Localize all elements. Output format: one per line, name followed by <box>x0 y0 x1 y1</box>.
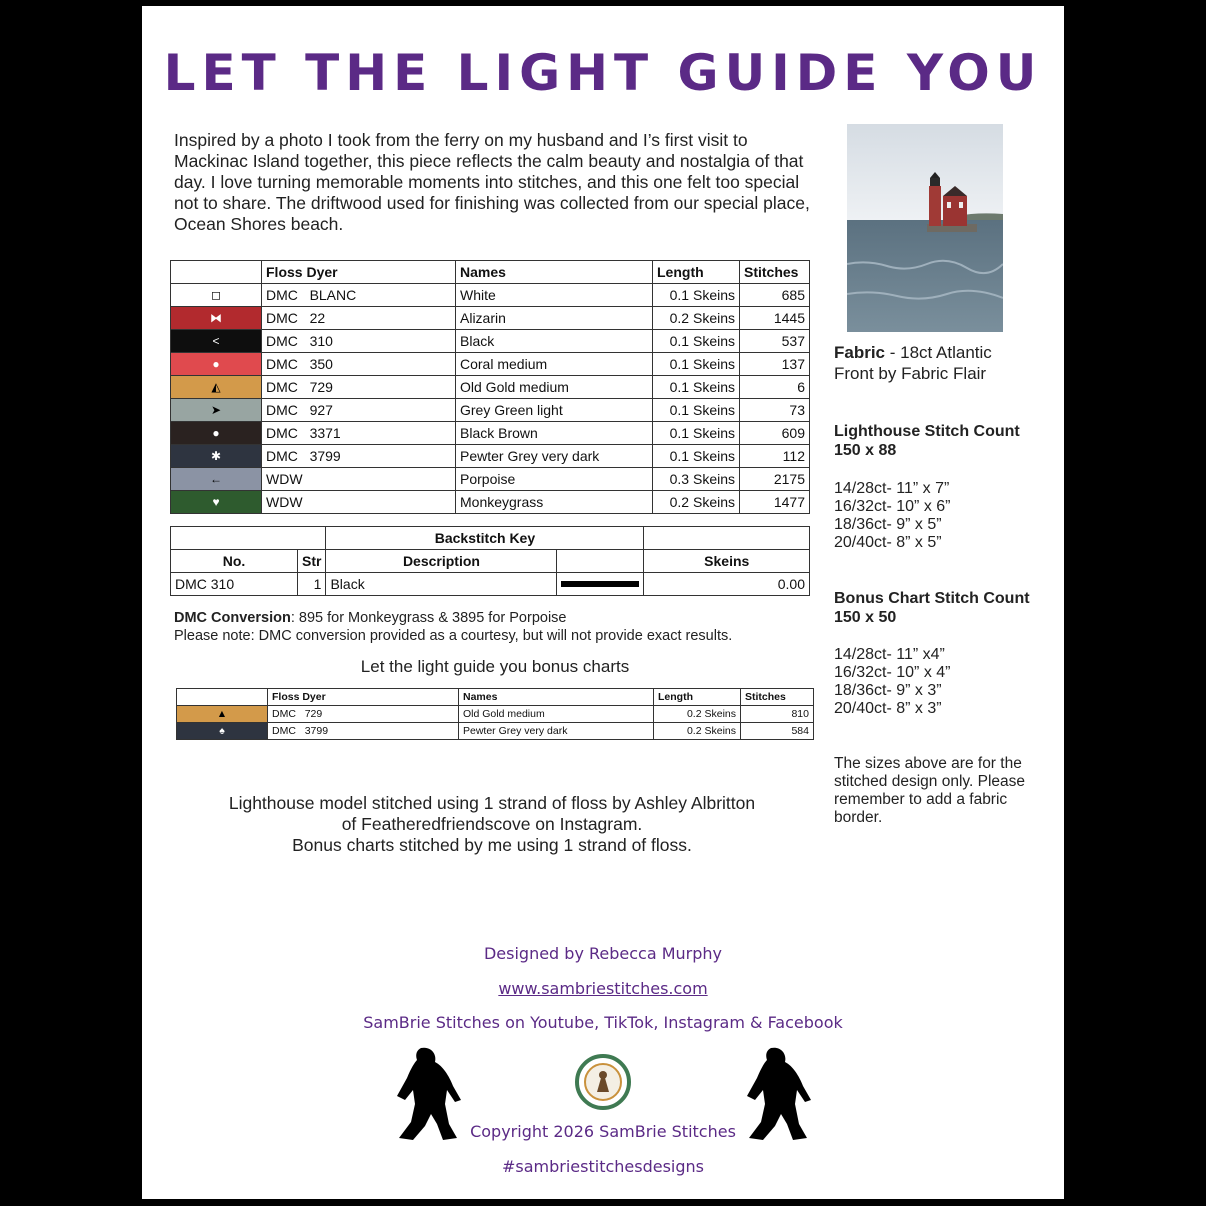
backstitch-table <box>170 526 810 596</box>
symbol-header <box>171 261 262 284</box>
floss-length: 0.1 Skeins <box>653 422 740 445</box>
bs-blank-right <box>644 527 810 550</box>
floss-dyer-cell <box>262 284 456 307</box>
floss-dyer-cell <box>262 468 456 491</box>
floss-dyer-cell <box>262 376 456 399</box>
lighthouse-count-value: 150 x 88 <box>834 442 897 459</box>
floss-length: 0.1 Skeins <box>653 445 740 468</box>
length-header: Length <box>653 261 740 284</box>
bonus-stitch-count <box>834 589 1030 627</box>
floss-stitches: 2175 <box>740 468 810 491</box>
floss-name: White <box>456 284 653 307</box>
floss-code: 927 <box>309 402 333 418</box>
fabric-text: - 18ct Atlantic Front by Fabric Flair <box>834 343 992 383</box>
floss-length: 0.2 Skeins <box>654 706 741 723</box>
floss-brand: DMC <box>272 725 296 737</box>
floss-symbol-icon: ● <box>212 357 220 371</box>
intro-paragraph: Inspired by a photo I took from the ferry on my husband and I’s first visit to Mackinac Island together, this piece reflects the calm beauty and nostalgia of that day. I love turning memorable moments into stitches, and this one felt too special not to share. The driftwood used for finishing was collected from our special place, Ocean Shores beach. <box>174 130 810 234</box>
floss-dyer-cell <box>262 491 456 514</box>
floss-stitches: 73 <box>740 399 810 422</box>
pattern-page <box>142 6 1064 1199</box>
floss-stitches: 137 <box>740 353 810 376</box>
floss-brand: DMC <box>266 310 298 326</box>
floss-table-body <box>171 284 810 514</box>
floss-length: 0.1 Skeins <box>653 284 740 307</box>
floss-code: 3799 <box>304 725 329 737</box>
lighthouse-size: 16/32ct- 10” x 6” <box>834 498 951 515</box>
floss-dyer-cell <box>262 445 456 468</box>
floss_table-row <box>171 491 810 514</box>
conversion-label: DMC Conversion <box>174 610 291 626</box>
floss-dyer-cell <box>268 723 459 740</box>
floss-brand: DMC <box>272 708 296 720</box>
floss-swatch <box>171 422 262 445</box>
lighthouse-size: 18/36ct- 9” x 5” <box>834 516 942 533</box>
bonus-names-header: Names <box>459 689 654 706</box>
floss_table-row <box>171 445 810 468</box>
floss-brand: DMC <box>266 448 298 464</box>
floss-swatch <box>171 399 262 422</box>
floss_table-row <box>171 468 810 491</box>
credit-line-3: Bonus charts stitched by me using 1 strand of floss. <box>292 835 692 855</box>
bonus-sizes <box>834 646 951 718</box>
floss-dyer-cell <box>262 307 456 330</box>
bonus-symbol-header <box>177 689 268 706</box>
floss-name: Porpoise <box>456 468 653 491</box>
floss_table-row <box>171 284 810 307</box>
floss-brand: DMC <box>266 356 298 372</box>
conversion-text: : 895 for Monkeygrass & 3895 for Porpoise <box>290 610 567 626</box>
floss-dyer-cell <box>262 330 456 353</box>
floss-symbol-icon: ➤ <box>210 403 222 417</box>
bonus-table-body <box>177 706 814 740</box>
floss-swatch <box>171 330 262 353</box>
floss-brand: DMC <box>266 333 298 349</box>
floss-name: Old Gold medium <box>459 706 654 723</box>
floss-symbol-icon: ← <box>210 472 222 486</box>
floss-name: Black <box>456 330 653 353</box>
floss-table-header <box>171 261 810 284</box>
bonus-stitches-header: Stitches <box>741 689 814 706</box>
page-title: LET THE LIGHT GUIDE YOU <box>163 44 1043 102</box>
floss-stitches: 6 <box>740 376 810 399</box>
lighthouse-size: 20/40ct- 8” x 5” <box>834 534 942 551</box>
floss-brand: DMC <box>266 425 298 441</box>
floss-code: 310 <box>309 333 333 349</box>
floss-swatch <box>171 353 262 376</box>
floss-symbol-icon: ▲ <box>216 708 228 720</box>
floss-length: 0.2 Skeins <box>654 723 741 740</box>
floss-swatch <box>177 723 268 740</box>
conversion-disclaimer: Please note: DMC conversion provided as a courtesy, but will not provide exact results. <box>174 628 733 644</box>
floss-code: 729 <box>304 708 323 720</box>
floss-name: Coral medium <box>456 353 653 376</box>
floss-length: 0.2 Skeins <box>653 307 740 330</box>
bs-desc: Black <box>326 573 557 596</box>
bonus-row <box>177 723 814 740</box>
floss-name: Alizarin <box>456 307 653 330</box>
floss-code: 22 <box>309 310 326 326</box>
floss_table-row <box>171 376 810 399</box>
floss-name: Old Gold medium <box>456 376 653 399</box>
floss-name: Grey Green light <box>456 399 653 422</box>
bonus-count-title: Bonus Chart Stitch Count <box>834 590 1030 607</box>
floss-name: Black Brown <box>456 422 653 445</box>
floss-swatch <box>171 491 262 514</box>
floss-length: 0.1 Skeins <box>653 376 740 399</box>
bs-str: 1 <box>298 573 326 596</box>
floss-symbol-icon: ⧓ <box>210 311 222 325</box>
floss-dyer-cell <box>262 353 456 376</box>
floss-code: BLANC <box>309 287 357 303</box>
website-link[interactable]: www.sambriestitches.com <box>498 979 708 998</box>
floss-stitches: 685 <box>740 284 810 307</box>
fabric-label: Fabric <box>834 343 886 362</box>
bs-skeins: 0.00 <box>644 573 810 596</box>
floss-length: 0.3 Skeins <box>653 468 740 491</box>
bs-str-header: Str <box>298 550 326 573</box>
bs-line-header <box>557 550 644 573</box>
floss-length: 0.1 Skeins <box>653 399 740 422</box>
floss_table-row <box>171 399 810 422</box>
lighthouse-sizes <box>834 480 951 552</box>
floss-swatch <box>177 706 268 723</box>
floss_table-row <box>171 422 810 445</box>
bs-desc-header: Description <box>326 550 557 573</box>
floss-symbol-icon: ◻ <box>211 288 221 302</box>
copyright: Copyright 2026 SamBrie Stitches <box>470 1122 736 1141</box>
floss-symbol-icon: ✱ <box>210 449 222 463</box>
bonus-row <box>177 706 814 723</box>
bs-no: DMC 310 <box>171 573 298 596</box>
bs-skeins-header: Skeins <box>644 550 810 573</box>
floss-code: 3371 <box>309 425 341 441</box>
floss-brand: DMC <box>266 379 298 395</box>
floss-code: 3799 <box>309 448 341 464</box>
lighthouse-stitch-count <box>834 422 1020 460</box>
bs-blank <box>171 527 326 550</box>
social-media-line: SamBrie Stitches on Youtube, TikTok, Instagram & Facebook <box>363 1013 843 1032</box>
sambrie-logo-icon <box>575 1054 631 1110</box>
credit-line-2: of Featheredfriendscove on Instagram. <box>341 814 643 834</box>
designer-credit: Designed by Rebecca Murphy <box>483 944 723 963</box>
floss-length: 0.1 Skeins <box>653 353 740 376</box>
floss-symbol-icon: ♥ <box>212 495 220 509</box>
floss-name: Pewter Grey very dark <box>459 723 654 740</box>
lighthouse-photo <box>847 124 1003 332</box>
fabric-info <box>834 342 1024 384</box>
floss_table-row <box>171 353 810 376</box>
credit-line-1: Lighthouse model stitched using 1 strand of floss by Ashley Albritton <box>228 793 756 813</box>
floss-length: 0.2 Skeins <box>653 491 740 514</box>
floss-length: 0.1 Skeins <box>653 330 740 353</box>
bonus-size: 18/36ct- 9” x 3” <box>834 682 942 699</box>
bonus-floss-dyer-header: Floss Dyer <box>268 689 459 706</box>
floss-swatch <box>171 445 262 468</box>
floss-swatch <box>171 284 262 307</box>
floss-swatch <box>171 376 262 399</box>
floss-dyer-cell <box>262 399 456 422</box>
stitching-credit <box>142 793 842 856</box>
floss-brand: DMC <box>266 287 298 303</box>
floss-swatch <box>171 468 262 491</box>
floss-name: Monkeygrass <box>456 491 653 514</box>
floss-symbol-icon: < <box>212 334 220 348</box>
bonus-size: 16/32ct- 10” x 4” <box>834 664 951 681</box>
stitches-header: Stitches <box>740 261 810 284</box>
floss-dyer-cell <box>262 422 456 445</box>
hashtag: #sambriestitchesdesigns <box>501 1157 704 1176</box>
floss-brand: WDW <box>266 471 303 487</box>
bonus-length-header: Length <box>654 689 741 706</box>
bonus-size: 20/40ct- 8” x 3” <box>834 700 942 717</box>
floss-dyer-cell <box>268 706 459 723</box>
bs-no-header: No. <box>171 550 298 573</box>
floss-stitches: 810 <box>741 706 814 723</box>
floss-brand: WDW <box>266 494 303 510</box>
lighthouse-size: 14/28ct- 11” x 7” <box>834 480 950 497</box>
floss-brand: DMC <box>266 402 298 418</box>
bs-line-sample <box>557 573 644 596</box>
bonus-table-header <box>177 689 814 706</box>
floss_table-row <box>171 307 810 330</box>
floss-symbol-icon: ◭ <box>211 380 221 394</box>
backstitch-title: Backstitch Key <box>326 527 644 550</box>
bonus-count-value: 150 x 50 <box>834 609 897 626</box>
floss-stitches: 112 <box>740 445 810 468</box>
floss-stitches: 537 <box>740 330 810 353</box>
floss-stitches: 584 <box>741 723 814 740</box>
bonus-size: 14/28ct- 11” x4” <box>834 646 945 663</box>
floss-name: Pewter Grey very dark <box>456 445 653 468</box>
floss_table-row <box>171 330 810 353</box>
lighthouse-count-title: Lighthouse Stitch Count <box>834 423 1020 440</box>
size-note: The sizes above are for the stitched design only. Please remember to add a fabric border. <box>834 755 1025 826</box>
floss-symbol-icon: ● <box>212 426 220 440</box>
floss-stitches: 1477 <box>740 491 810 514</box>
floss-swatch <box>171 307 262 330</box>
names-header: Names <box>456 261 653 284</box>
bonus-floss-table <box>176 688 814 740</box>
floss-table <box>170 260 810 514</box>
floss-code: 350 <box>309 356 333 372</box>
floss-symbol-icon: ♠ <box>219 725 225 737</box>
floss-code: 729 <box>309 379 333 395</box>
bonus-charts-title: Let the light guide you bonus charts <box>360 657 630 676</box>
floss-dyer-header: Floss Dyer <box>262 261 456 284</box>
floss-stitches: 609 <box>740 422 810 445</box>
floss-stitches: 1445 <box>740 307 810 330</box>
conversion-note <box>174 609 732 645</box>
